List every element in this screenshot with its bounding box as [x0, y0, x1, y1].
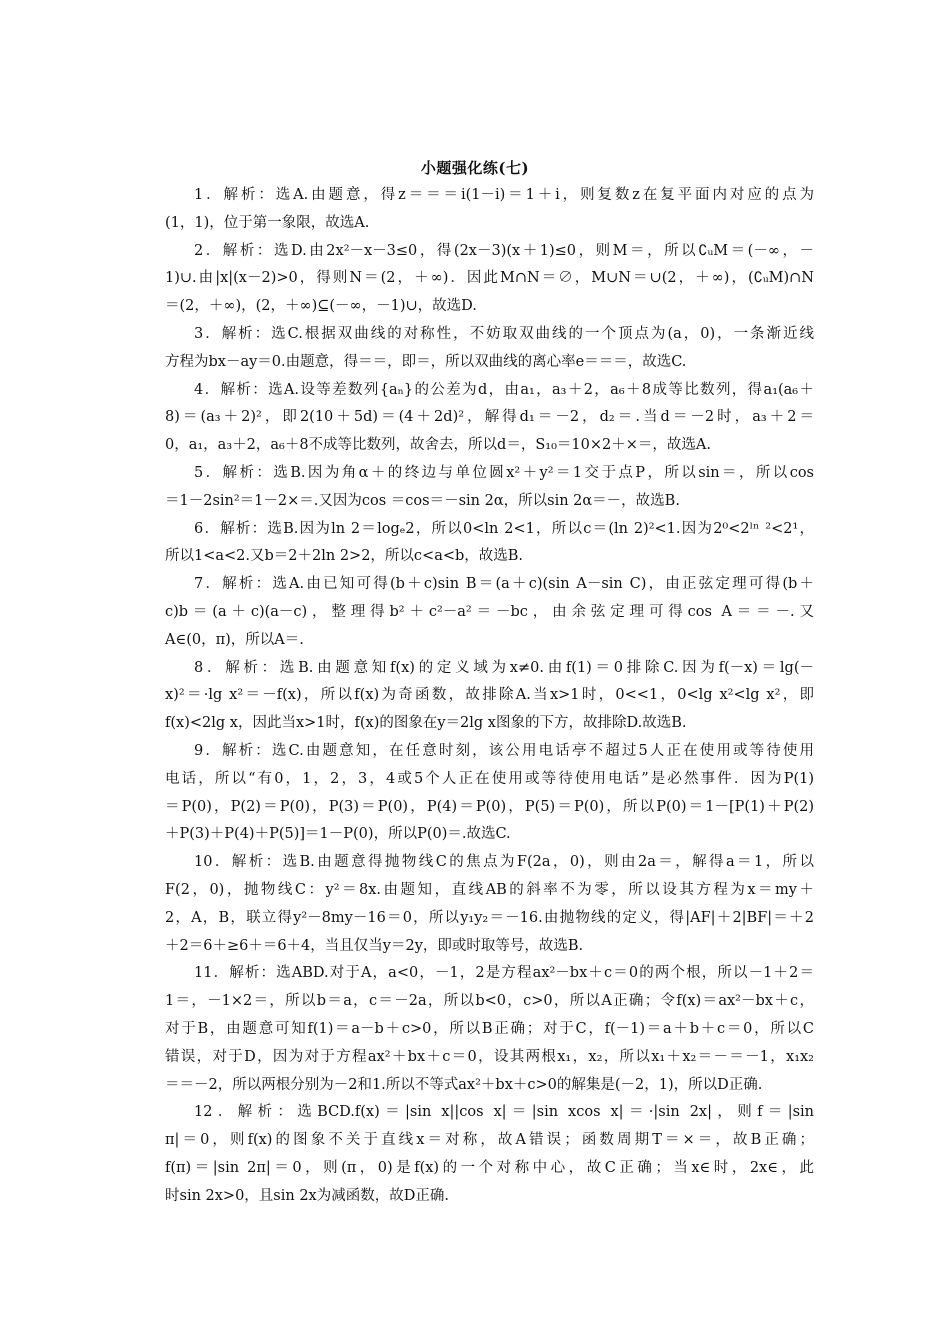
paragraph-line: ＝P(0)，P(2)＝P(0)，P(3)＝P(0)，P(4)＝P(0)，P(5)＝P(0)，所以P(0)＝1－[P(1)＋P(2) — [165, 798, 814, 815]
solution-paragraph-3 — [136, 321, 814, 377]
solution-paragraph-5 — [136, 460, 814, 516]
solution-paragraph-1 — [136, 182, 814, 238]
solution-paragraph-12 — [136, 1099, 814, 1210]
paragraph-line: π|＝0，则f(x)的图象不关于直线x＝对称，故A错误；函数周期T＝×＝，故B正确； — [165, 1132, 814, 1149]
paragraph-line: 错误，对于D，因为对于方程ax²＋bx＋c＝0，设其两根x₁，x₂，所以x₁＋x₂＝－＝－1，x₁x₂ — [165, 1048, 814, 1065]
solution-paragraph-6 — [136, 516, 814, 572]
paragraph-line: ＝1－2sin²＝1－2×＝.又因为cos ＝cos＝－sin 2α，所以sin 2α＝－，故选B. — [165, 492, 680, 509]
paragraph-line: ＋2＝6＋≥6＋＝6＋4，当且仅当y＝2y，即或时取等号，故选B. — [165, 937, 584, 954]
paragraph-line: 8．解析：选B.由题意知f(x)的定义域为x≠0.由f(1)＝0排除C.因为f(－x)＝lg(－ — [194, 659, 814, 676]
paragraph-line: x)²＝·lg x²＝－f(x)，所以f(x)为奇函数，故排除A.当x>1时，0<<1，0<lg x²<lg x²，即 — [165, 687, 814, 704]
paragraph-line: c)b＝(a＋c)(a－c)，整理得b²＋c²－a²＝－bc，由余弦定理可得cos A＝＝－.又 — [165, 603, 814, 620]
paragraph-line: 5．解析：选B.因为角α＋的终边与单位圆x²＋y²＝1交于点P，所以sin＝，所以cos — [194, 464, 814, 481]
paragraph-line: 时sin 2x>0，且sin 2x为减函数，故D正确. — [165, 1187, 449, 1204]
paragraph-line: f(x)<2lg x，因此当x>1时，f(x)的图象在y＝2lg x图象的下方，故排除D.故选B. — [165, 715, 687, 732]
paragraph-line: 1．解析：选A.由题意，得z＝＝＝i(1－i)＝1＋i，则复数z在复平面内对应的点为 — [194, 187, 814, 203]
paragraph-line: 2．解析：选D.由2x²－x－3≤0，得(2x－3)(x＋1)≤0，则M＝，所以∁ᵤM＝(－∞，－ — [194, 242, 814, 259]
document-title: 小题强化练(七) — [420, 159, 530, 177]
paragraph-line: 11．解析：选ABD.对于A，a<0，－1，2是方程ax²－bx＋c＝0的两个根，所以－1＋2＝ — [194, 965, 814, 982]
paragraph-line: F(2，0)，抛物线C：y²＝8x.由题知，直线AB的斜率不为零，所以设其方程为x＝my＋ — [165, 881, 814, 898]
paragraph-line: ＋P(3)＋P(4)＋P(5)]＝1－P(0)，所以P(0)＝.故选C. — [165, 826, 511, 843]
paragraph-line: 7．解析：选A.由已知可得(b＋c)sin B＝(a＋c)(sin A－sin C)，由正弦定理可得(b＋ — [194, 576, 814, 593]
paragraph-line: 8)＝(a₃＋2)²，即2(10＋5d)＝(4＋2d)²，解得d₁＝－2，d₂＝.当d＝－2时，a₃＋2＝ — [165, 409, 814, 426]
solution-paragraph-2 — [136, 238, 814, 321]
solution-paragraph-9 — [136, 738, 814, 849]
paragraph-line: 12．解析：选BCD.f(x)＝|sin x||cos x|＝|sin xcos x|＝·|sin 2x|，则f＝|sin — [194, 1104, 814, 1121]
document-body — [136, 182, 814, 1210]
paragraph-line: 6．解析：选B.因为ln 2＝logₑ2，所以0<ln 2<1，所以c＝(ln 2)²<1.因为2⁰<2ˡⁿ ²<2¹， — [194, 520, 814, 537]
solution-paragraph-10 — [136, 849, 814, 960]
paragraph-line: (1，1)，位于第一象限，故选A. — [165, 214, 370, 231]
paragraph-line: 10．解析：选B.由题意得抛物线C的焦点为F(2a，0)，则由2a＝，解得a＝1，所以 — [194, 854, 814, 871]
paragraph-line: 对于B，由题意可知f(1)＝a－b＋c>0，所以B正确；对于C，f(－1)＝a＋b＋c＝0，所以C — [165, 1020, 814, 1037]
paragraph-line: 0，a₁，a₃＋2，a₆＋8不成等比数列，故舍去，所以d＝，S₁₀＝10×2＋×＝，故选A. — [165, 437, 711, 454]
paragraph-line: 电话，所以“有0，1，2，3，4或5个人正在使用或等待使用电话”是必然事件．因为P(1) — [165, 770, 814, 787]
solution-paragraph-11 — [136, 960, 814, 1099]
paragraph-line: ＝(2，＋∞)，(2，＋∞)⊆(－∞，－1)∪，故选D. — [165, 298, 477, 315]
solution-paragraph-8 — [136, 655, 814, 738]
paragraph-line: 1＝，－1×2＝，所以b＝a，c＝－2a，所以b<0，c>0，所以A正确；令f(x)＝ax²－bx＋c， — [165, 993, 814, 1010]
paragraph-line: 9．解析：选C.由题意知，在任意时刻，该公用电话亭不超过5人正在使用或等待使用 — [194, 742, 814, 759]
paragraph-line: 1)∪.由|x|(x－2)>0，得则N＝(2，＋∞)．因此M∩N＝∅，M∪N＝∪(2，＋∞)，(∁ᵤM)∩N — [165, 270, 814, 287]
paragraph-line: 方程为bx－ay＝0.由题意，得＝＝，即＝，所以双曲线的离心率e＝＝＝，故选C. — [165, 353, 687, 370]
paragraph-line: 所以1<a<2.又b＝2＋2ln 2>2，所以c<a<b，故选B. — [165, 548, 524, 565]
paragraph-line: A∈(0，π)，所以A＝. — [165, 631, 304, 648]
paragraph-line: ＝＝－2，所以两根分别为－2和1.所以不等式ax²＋bx＋c>0的解集是(－2，1)，所以D正确. — [165, 1076, 763, 1093]
solution-paragraph-7 — [136, 571, 814, 654]
paragraph-line: 4．解析：选A.设等差数列{aₙ}的公差为d，由a₁，a₃＋2，a₆＋8成等比数列，得a₁(a₆＋ — [194, 381, 814, 398]
solution-paragraph-4 — [136, 377, 814, 460]
paragraph-line: 2，A，B，联立得y²－8my－16＝0，所以y₁y₂＝－16.由抛物线的定义，得|AF|＋2|BF|＝＋2 — [165, 909, 814, 926]
paragraph-line: f(π)＝|sin 2π|＝0，则(π，0)是f(x)的一个对称中心，故C正确；当x∈时，2x∈，此 — [165, 1159, 814, 1176]
paragraph-line: 3．解析：选C.根据双曲线的对称性，不妨取双曲线的一个顶点为(a，0)，一条渐近线 — [194, 325, 814, 342]
